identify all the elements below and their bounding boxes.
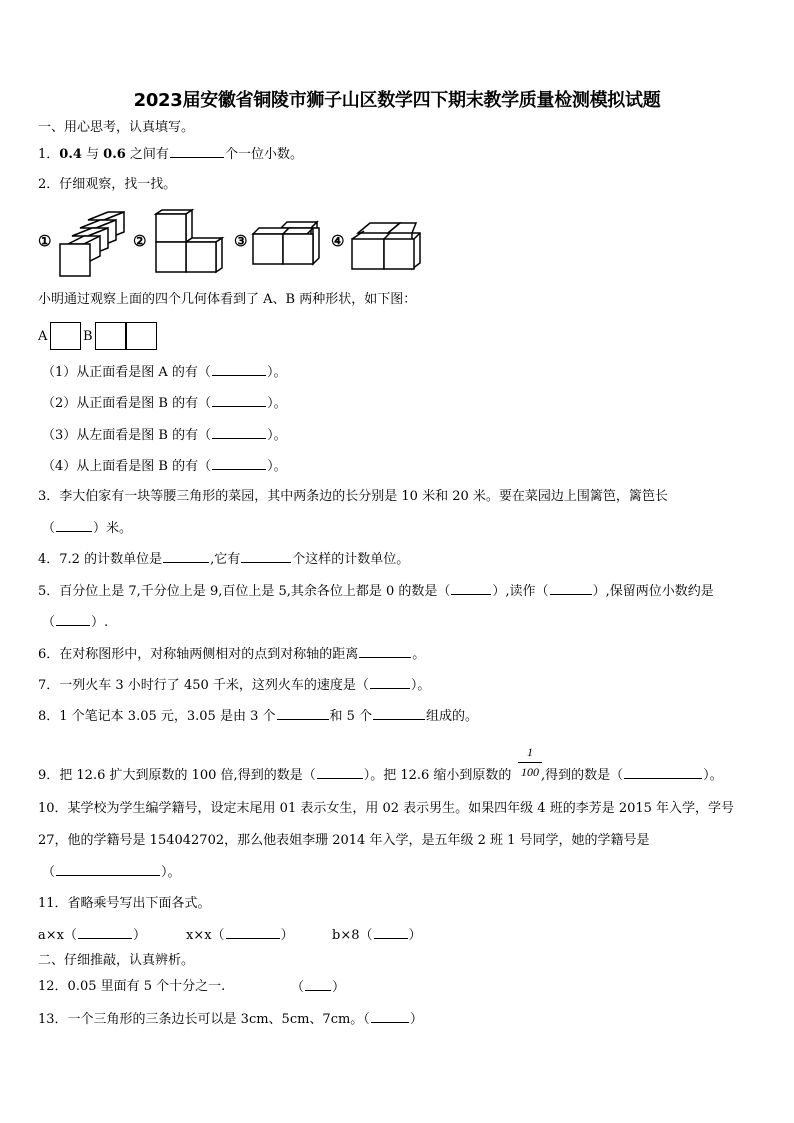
question-5-line-1: 5．百分位上是 7,千分位上是 9,百位上是 5,其余各位上都是 0 的数是（ ）,读作（ ）,保留两位小数约是 — [38, 584, 714, 599]
question-9-tail: ,得到的数是（ ）。 — [541, 768, 723, 783]
q2-sub-3: （3）从左面看是图 B 的有（ ）。 — [42, 428, 287, 443]
q1-value-b: 0.6 — [103, 147, 126, 162]
shape-b-square-right — [126, 322, 157, 350]
q2-sub-4: （4）从上面看是图 B 的有（ ）。 — [42, 459, 287, 474]
fraction-numerator: 1 — [527, 745, 533, 759]
question-13: 13．一个三角形的三条边长可以是 3cm、5cm、7cm。（ ） — [38, 1012, 423, 1027]
answer-blank[interactable] — [56, 863, 160, 876]
answer-blank[interactable] — [56, 519, 92, 532]
fraction-bar — [518, 762, 542, 763]
answer-blank[interactable] — [163, 550, 209, 563]
figure-label-1: ① — [38, 232, 52, 250]
answer-blank[interactable] — [226, 926, 280, 939]
cube-figure-4 — [350, 219, 426, 273]
answer-blank[interactable] — [624, 766, 702, 779]
answer-blank[interactable] — [170, 145, 224, 158]
question-4: 4．7.2 的计数单位是 ,它有 个这样的计数单位。 — [38, 552, 410, 567]
figure-label-2: ② — [133, 232, 147, 250]
q2-sub-1: （1）从正面看是图 A 的有（ ）。 — [42, 365, 287, 380]
answer-blank[interactable] — [212, 426, 266, 439]
question-11-heading: 11．省略乘号写出下面各式。 — [38, 896, 211, 911]
answer-blank[interactable] — [359, 645, 411, 658]
q1-text: 与 — [81, 147, 104, 162]
answer-blank[interactable] — [277, 707, 329, 720]
q11-item-3: b×8（ ） — [332, 928, 422, 943]
answer-blank[interactable] — [212, 457, 266, 470]
question-3-line-2: （ ）米。 — [42, 521, 133, 536]
question-7: 7．一列火车 3 小时行了 450 千米，这列火车的速度是（ ）。 — [38, 678, 431, 693]
q1-text-3: 个一位小数。 — [224, 147, 303, 162]
q2-sub-2: （2）从正面看是图 B 的有（ ）。 — [42, 396, 287, 411]
answer-blank[interactable] — [550, 582, 592, 595]
question-10-line-1: 10．某学校为学生编学籍号，设定末尾用 01 表示女生，用 02 表示男生。如果四年级 4 班的李芳是 2015 年入学，学号 — [38, 801, 735, 816]
question-8: 8．1 个笔记本 3.05 元，3.05 是由 3 个 和 5 个 组成的。 — [38, 709, 479, 724]
figure-label-4: ④ — [331, 232, 345, 250]
question-6: 6．在对称图形中，对称轴两侧相对的点到对称轴的距离 。 — [38, 647, 426, 662]
question-12-answer: （ ） — [291, 980, 346, 995]
section-heading-2: 二、仔细推敲，认真辨析。 — [38, 953, 195, 968]
answer-blank[interactable] — [305, 978, 331, 991]
answer-blank[interactable] — [373, 707, 425, 720]
cube-figure-3 — [251, 218, 323, 270]
shape-b-label: B — [83, 329, 93, 344]
shape-b-square-left — [95, 322, 126, 350]
cube-figure-1 — [58, 210, 130, 280]
question-9: 9．把 12.6 扩大到原数的 100 倍,得到的数是（ ）。把 12.6 缩小到原数的 — [38, 768, 512, 783]
cube-figure-2 — [152, 208, 228, 278]
q11-item-1: a×x（ ） — [38, 928, 146, 943]
question-2-heading: 2．仔细观察，找一找。 — [38, 177, 177, 192]
q2-intro: 小明通过观察上面的四个几何体看到了 A、B 两种形状，如下图： — [38, 292, 417, 307]
answer-blank[interactable] — [371, 1010, 409, 1023]
q1-text-2: 之间有 — [125, 147, 169, 162]
question-10-line-3: （ ）。 — [42, 865, 181, 880]
answer-blank[interactable] — [78, 926, 132, 939]
q1-value-a: 0.4 — [59, 147, 82, 162]
shape-a-square — [50, 322, 81, 350]
page-title: 2023届安徽省铜陵市狮子山区数学四下期末教学质量检测模拟试题 — [133, 90, 661, 111]
answer-blank[interactable] — [370, 676, 410, 689]
answer-blank[interactable] — [241, 550, 291, 563]
answer-blank[interactable] — [451, 582, 491, 595]
answer-blank[interactable] — [212, 363, 266, 376]
question-1 — [38, 145, 303, 164]
q11-item-2: x×x（ ） — [186, 928, 294, 943]
answer-blank[interactable] — [374, 926, 408, 939]
q1-number: 1． — [38, 147, 60, 162]
answer-blank[interactable] — [56, 613, 90, 626]
question-10-line-2: 27，他的学籍号是 154042702，那么他表姐李珊 2014 年入学，是五年级 2 班 1 号同学，她的学籍号是 — [38, 833, 650, 848]
question-12: 12．0.05 里面有 5 个十分之一. — [38, 979, 226, 994]
question-5-line-2: （ ）. — [42, 615, 109, 630]
figure-label-3: ③ — [234, 232, 248, 250]
answer-blank[interactable] — [212, 394, 266, 407]
shape-a-label: A — [38, 329, 48, 344]
fraction-denominator: 100 — [521, 765, 539, 779]
question-3-line-1: 3．李大伯家有一块等腰三角形的菜园，其中两条边的长分别是 10 米和 20 米。要在菜园边上围篱笆，篱笆长 — [38, 489, 668, 504]
answer-blank[interactable] — [317, 766, 363, 779]
section-heading-1: 一、用心思考，认真填写。 — [38, 120, 195, 135]
